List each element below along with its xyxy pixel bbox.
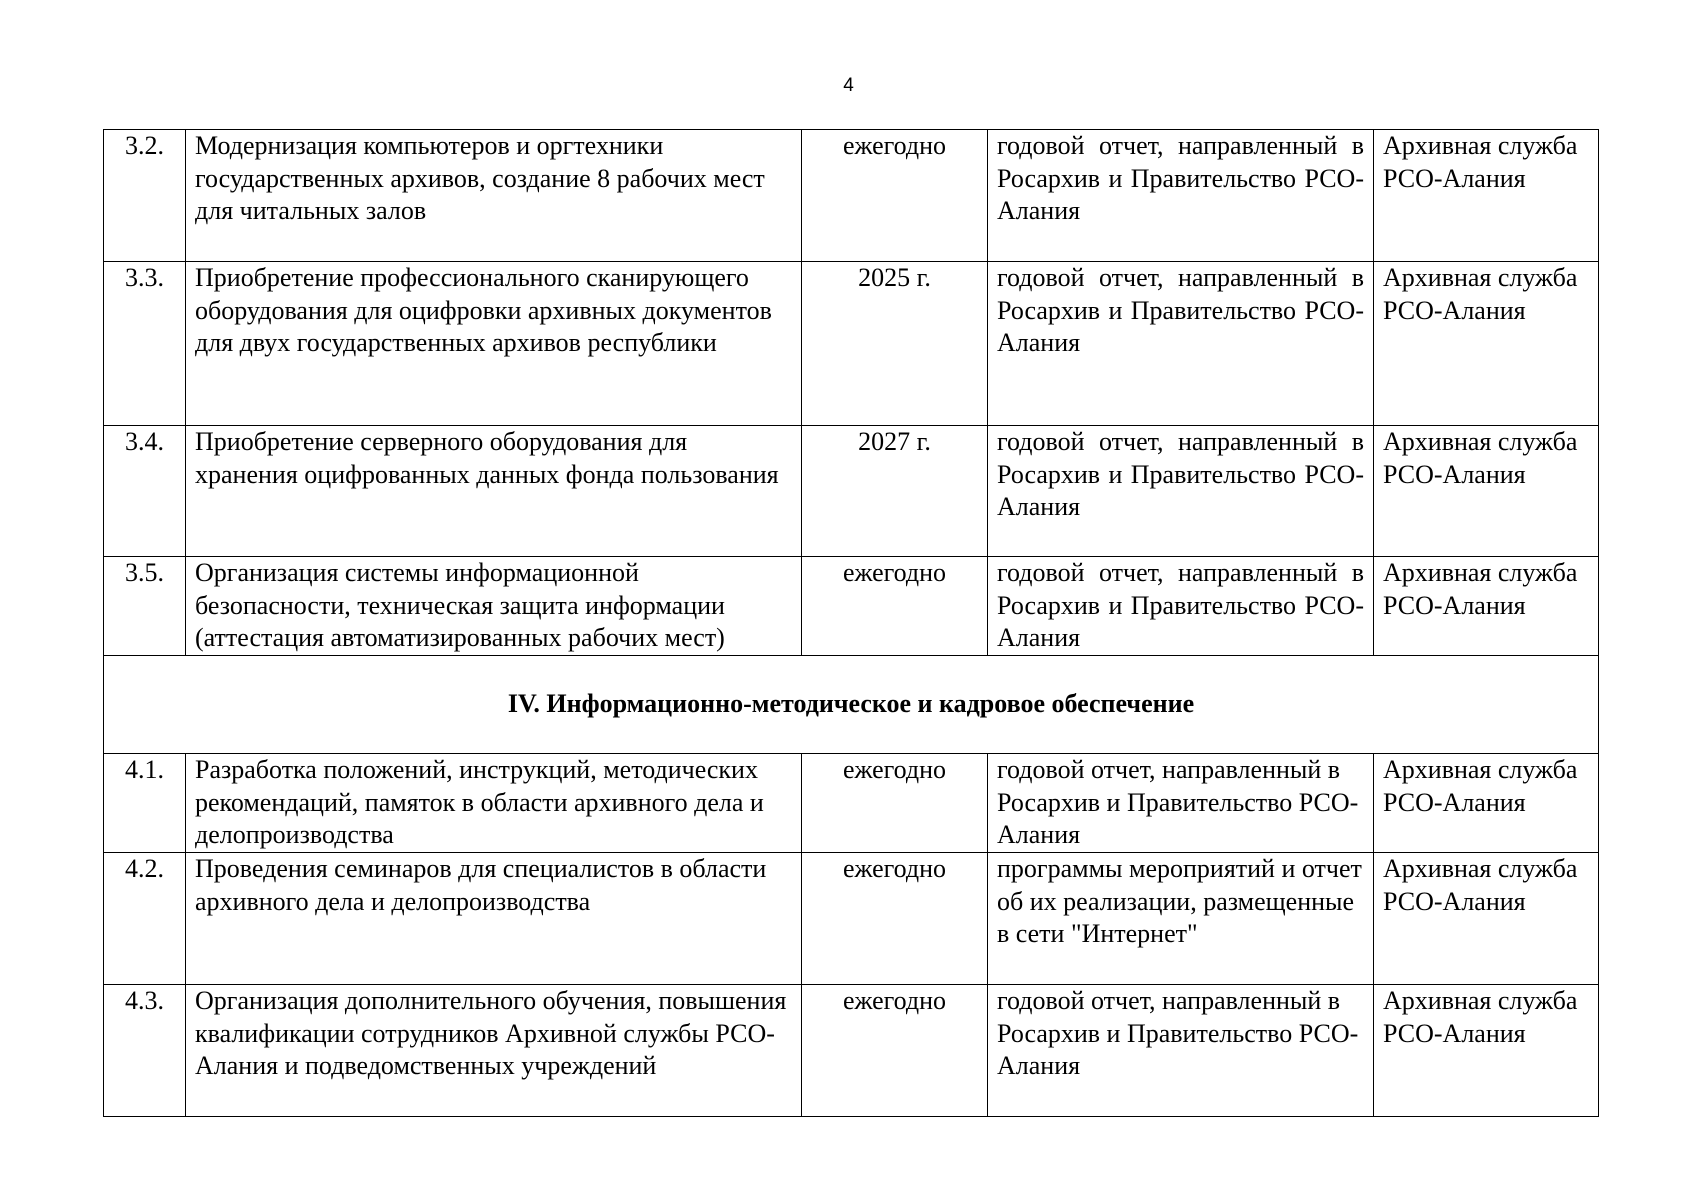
activity-name: Проведения семинаров для специалистов в области архивного дела и делопроизводства (186, 853, 802, 985)
row-number: 4.3. (104, 985, 186, 1117)
activity-name: Организация системы информационной безопасности, техническая защита информации (аттестация автоматизированных рабочих мест) (186, 557, 802, 656)
table-row (104, 557, 1599, 656)
activity-responsible: Архивная служба РСО-Алания (1374, 557, 1599, 656)
activity-responsible: Архивная служба РСО-Алания (1374, 754, 1599, 853)
activity-term: 2027 г. (802, 426, 988, 557)
activity-term: ежегодно (802, 985, 988, 1117)
activity-name: Разработка положений, инструкций, методических рекомендаций, памяток в области архивного дела и делопроизводства (186, 754, 802, 853)
table-row (104, 426, 1599, 557)
activity-name: Приобретение профессионального сканирующего оборудования для оцифровки архивных документов для двух государственных архивов республики (186, 262, 802, 426)
table-row (104, 262, 1599, 426)
row-number: 3.5. (104, 557, 186, 656)
activity-term: ежегодно (802, 853, 988, 985)
activity-name: Модернизация компьютеров и оргтехники государственных архивов, создание 8 рабочих мест для читальных залов (186, 130, 802, 262)
table-row (104, 754, 1599, 853)
activity-responsible: Архивная служба РСО-Алания (1374, 426, 1599, 557)
activity-report: годовой отчет, направленный в Росархив и Правительство РСО-Алания (988, 262, 1374, 426)
row-number: 3.4. (104, 426, 186, 557)
activity-report: годовой отчет, направленный в Росархив и Правительство РСО-Алания (988, 754, 1374, 853)
activity-plan-table (103, 129, 1599, 1117)
activity-report: годовой отчет, направленный в Росархив и Правительство РСО-Алания (988, 130, 1374, 262)
row-number: 3.2. (104, 130, 186, 262)
row-number: 4.1. (104, 754, 186, 853)
activity-responsible: Архивная служба РСО-Алания (1374, 130, 1599, 262)
page-number: 4 (843, 75, 854, 96)
row-number: 3.3. (104, 262, 186, 426)
activity-responsible: Архивная служба РСО-Алания (1374, 853, 1599, 985)
activity-term: ежегодно (802, 754, 988, 853)
section-title: IV. Информационно-методическое и кадровое обеспечение (104, 656, 1599, 754)
row-number: 4.2. (104, 853, 186, 985)
table-row (104, 985, 1599, 1117)
activity-responsible: Архивная служба РСО-Алания (1374, 262, 1599, 426)
activity-term: ежегодно (802, 130, 988, 262)
activity-term: 2025 г. (802, 262, 988, 426)
section-header-row (104, 656, 1599, 754)
activity-report: годовой отчет, направленный в Росархив и Правительство РСО-Алания (988, 557, 1374, 656)
table-row (104, 853, 1599, 985)
activity-report: программы мероприятий и отчет об их реализации, размещенные в сети "Интернет" (988, 853, 1374, 985)
activity-name: Организация дополнительного обучения, повышения квалификации сотрудников Архивной службы РСО-Алания и подведомственных учреждений (186, 985, 802, 1117)
table-row (104, 130, 1599, 262)
activity-name: Приобретение серверного оборудования для хранения оцифрованных данных фонда пользования (186, 426, 802, 557)
activity-report: годовой отчет, направленный в Росархив и Правительство РСО-Алания (988, 426, 1374, 557)
activity-responsible: Архивная служба РСО-Алания (1374, 985, 1599, 1117)
activity-term: ежегодно (802, 557, 988, 656)
activity-report: годовой отчет, направленный в Росархив и Правительство РСО-Алания (988, 985, 1374, 1117)
